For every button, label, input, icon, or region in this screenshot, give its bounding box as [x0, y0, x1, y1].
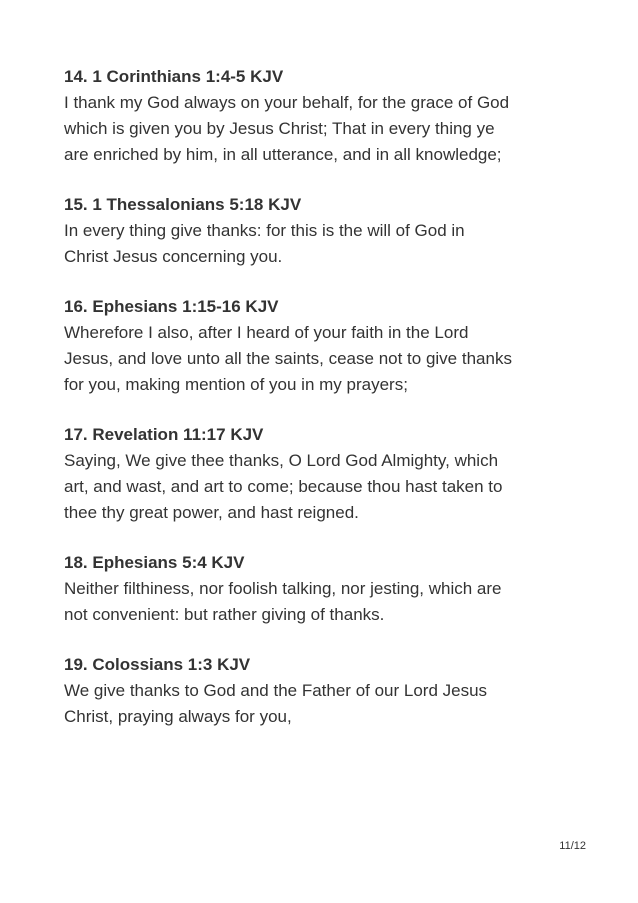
verse-reference: 17. Revelation 11:17 KJV: [64, 425, 264, 444]
verse-text-line: Neither filthiness, nor foolish talking, nor jesting, which are: [64, 579, 502, 598]
verse-text-line: I thank my God always on your behalf, for the grace of God: [64, 93, 510, 112]
verse-reference: 18. Ephesians 5:4 KJV: [64, 553, 245, 572]
verse-text-line: Jesus, and love unto all the saints, cease not to give thanks: [64, 349, 512, 368]
verse-text-line: not convenient: but rather giving of thanks.: [64, 605, 385, 624]
verse-list: [64, 64, 584, 754]
verse-entry: [64, 652, 584, 730]
verse-text-line: We give thanks to God and the Father of our Lord Jesus: [64, 681, 488, 700]
verse-entry: [64, 294, 584, 398]
verse-text-line: Christ Jesus concerning you.: [64, 247, 283, 266]
verse-text-line: Christ, praying always for you,: [64, 707, 292, 726]
verse-reference: 15. 1 Thessalonians 5:18 KJV: [64, 195, 302, 214]
verse-text-line: which is given you by Jesus Christ; That in every thing ye: [64, 119, 495, 138]
verse-text-line: art, and wast, and art to come; because thou hast taken to: [64, 477, 503, 496]
verse-entry: [64, 64, 584, 168]
verse-reference: 14. 1 Corinthians 1:4-5 KJV: [64, 67, 284, 86]
verse-text-line: for you, making mention of you in my prayers;: [64, 375, 408, 394]
verse-text-line: In every thing give thanks: for this is the will of God in: [64, 221, 465, 240]
verse-text-line: thee thy great power, and hast reigned.: [64, 503, 359, 522]
verse-reference: 16. Ephesians 1:15-16 KJV: [64, 297, 279, 316]
verse-entry: [64, 422, 584, 526]
verse-entry: [64, 550, 584, 628]
verse-text-line: are enriched by him, in all utterance, and in all knowledge;: [64, 145, 502, 164]
verse-text-line: Saying, We give thee thanks, O Lord God Almighty, which: [64, 451, 499, 470]
verse-entry: [64, 192, 584, 270]
verse-reference: 19. Colossians 1:3 KJV: [64, 655, 251, 674]
verse-text-line: Wherefore I also, after I heard of your faith in the Lord: [64, 323, 469, 342]
page-number: 11/12: [559, 840, 586, 852]
